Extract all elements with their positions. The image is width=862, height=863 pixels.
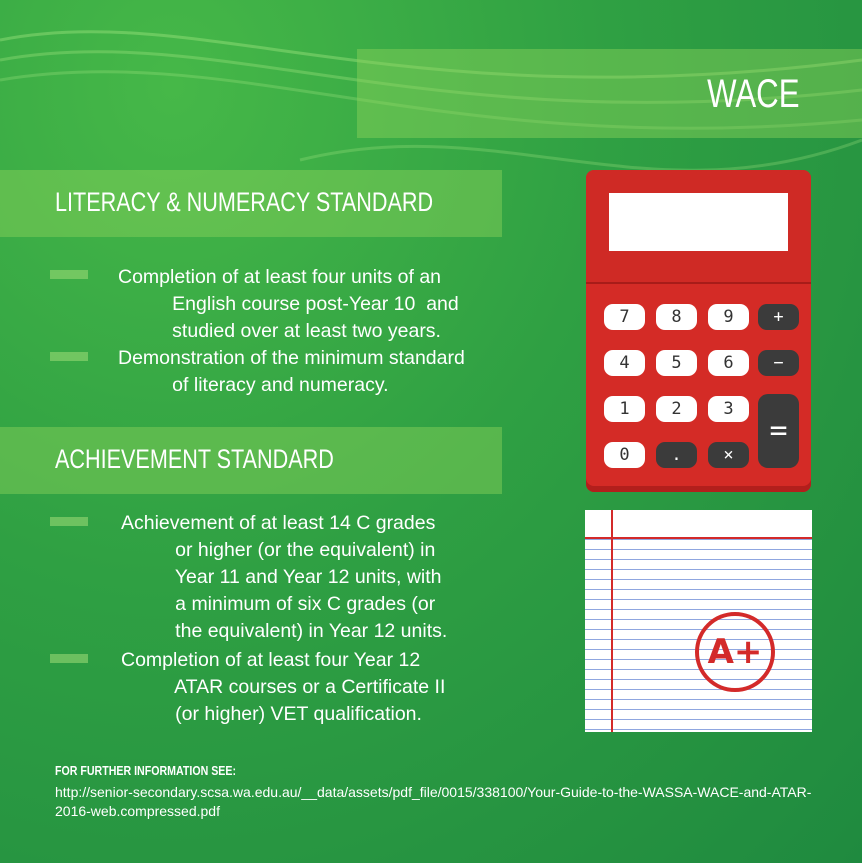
list-item: Completion of at least four units of an English course post-Year 10 and studied over at least two years. xyxy=(118,266,459,342)
footer-url-link[interactable]: http://senior-secondary.scsa.wa.edu.au/__data/assets/pdf_file/0015/338100/Your-Guide-to-the-WASSA-WACE-and-ATAR-2016-web.compressed.pdf xyxy=(55,784,812,819)
calculator-key: 3 xyxy=(708,396,749,422)
section-heading-literacy: LITERACY & NUMERACY STANDARD xyxy=(55,187,434,217)
list-item: Completion of at least four Year 12 ATAR courses or a Certificate II (or higher) VET qualification. xyxy=(121,649,446,725)
calculator-key: 7 xyxy=(604,304,645,330)
page-title: WACE xyxy=(707,72,800,116)
plus-icon: + xyxy=(758,304,799,330)
minus-icon: − xyxy=(758,350,799,376)
calculator-key: 0 xyxy=(604,442,645,468)
grade-circle: A+ xyxy=(695,612,775,692)
section-heading-achievement: ACHIEVEMENT STANDARD xyxy=(55,444,334,474)
equals-icon: = xyxy=(758,394,799,468)
paper-margin-line xyxy=(611,510,613,732)
bullet-marker xyxy=(50,517,88,526)
footer-heading: FOR FURTHER INFORMATION SEE: xyxy=(55,764,237,778)
calculator-key: 1 xyxy=(604,396,645,422)
decimal-icon: . xyxy=(656,442,697,468)
bullet-marker xyxy=(50,270,88,279)
calculator-screen xyxy=(609,193,788,251)
calculator-key: 8 xyxy=(656,304,697,330)
calculator-illustration xyxy=(586,170,811,492)
calculator-key: 2 xyxy=(656,396,697,422)
calculator-key: 5 xyxy=(656,350,697,376)
calculator-key: 4 xyxy=(604,350,645,376)
calculator-key: 6 xyxy=(708,350,749,376)
bullet-marker xyxy=(50,654,88,663)
list-item: Achievement of at least 14 C grades or higher (or the equivalent) in Year 11 and Year 12 units, with a minimum of six C grades (or the equivalent) in Year 12 units. xyxy=(121,512,448,642)
list-item: Demonstration of the minimum standard of literacy and numeracy. xyxy=(118,347,465,396)
lined-paper-illustration xyxy=(585,510,812,732)
calculator-key: 9 xyxy=(708,304,749,330)
paper-header-line xyxy=(585,510,812,539)
multiply-icon: × xyxy=(708,442,749,468)
bullet-marker xyxy=(50,352,88,361)
